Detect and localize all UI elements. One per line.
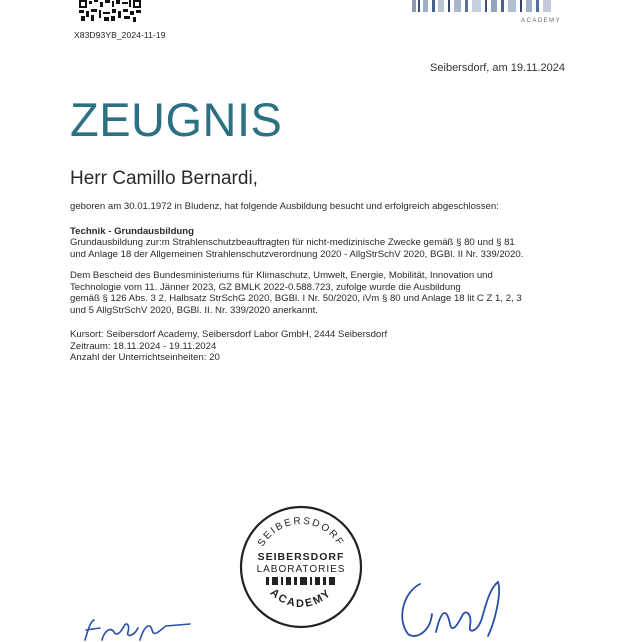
seal-middle-line-1: SEIBERSDORF xyxy=(257,551,345,563)
document-code: X83D93YB_2024-11-19 xyxy=(74,30,166,40)
teaching-units: Anzahl der Unterrichtseinheiten: 20 xyxy=(70,352,220,363)
academy-logo-icon xyxy=(412,0,554,14)
academy-seal-icon xyxy=(236,502,366,632)
course-description-line: Grundausbildung zur:m Strahlenschutzbeauftragten für nicht-medizinische Zwecke gemäß § 80 und § 81 xyxy=(70,237,515,248)
course-title: Technik - Grundausbildung xyxy=(70,226,195,237)
decision-line: und 5 AllgStrSchV 2020, BGBl. II. Nr. 339/2020 anerkannt. xyxy=(70,304,318,316)
recipient-name: Herr Camillo Bernardi, xyxy=(70,168,258,189)
seal-middle-line-2: LABORATORIES xyxy=(256,564,346,575)
decision-line: Dem Bescheid des Bundesministeriums für Klimaschutz, Umwelt, Energie, Mobilität, Innovation und xyxy=(70,270,493,281)
page-title: ZEUGNIS xyxy=(70,93,283,146)
qr-code-icon xyxy=(79,0,141,22)
logo-text: ACADEMY xyxy=(521,18,562,24)
svg-text:ACADEMY xyxy=(268,587,334,610)
ministry-decision xyxy=(70,270,590,316)
course-location: Kursort: Seibersdorf Academy, Seibersdorf Labor GmbH, 2444 Seibersdorf xyxy=(70,329,388,340)
course-info xyxy=(70,329,590,364)
svg-text:SEIBERSDORF xyxy=(256,516,346,549)
seal-top-text: SEIBERSDORF xyxy=(255,515,347,549)
signature-right-icon xyxy=(390,574,510,640)
decision-line: gemäß § 126 Abs. 3 2. Halbsatz StrSchG 2020, BGBl. I Nr. 50/2020, iVm § 80 und Anlage 18 lit C Z 1, 2, 3 xyxy=(70,293,522,304)
course-description-line: und Anlage 18 der Allgemeinen Strahlenschutzverordnung 2020 - AllgStrSchV 2020, BGBl. II Nr. 339/2020. xyxy=(70,248,524,260)
birth-statement: geboren am 30.01.1972 in Bludenz, hat folgende Ausbildung besucht und erfolgreich abgeschlossen: xyxy=(70,201,499,212)
course-period: Zeitraum: 18.11.2024 - 19.11.2024 xyxy=(70,340,217,352)
signature-left-icon xyxy=(80,612,200,642)
place-date: Seibersdorf, am 19.11.2024 xyxy=(430,62,565,74)
seal-bottom-text: ACADEMY xyxy=(267,586,335,610)
course-description xyxy=(70,237,590,260)
decision-line: Technologie vom 11. Jänner 2023, GZ BMLK 2022-0.588.723, zufolge wurde die Ausbildung xyxy=(70,281,461,293)
